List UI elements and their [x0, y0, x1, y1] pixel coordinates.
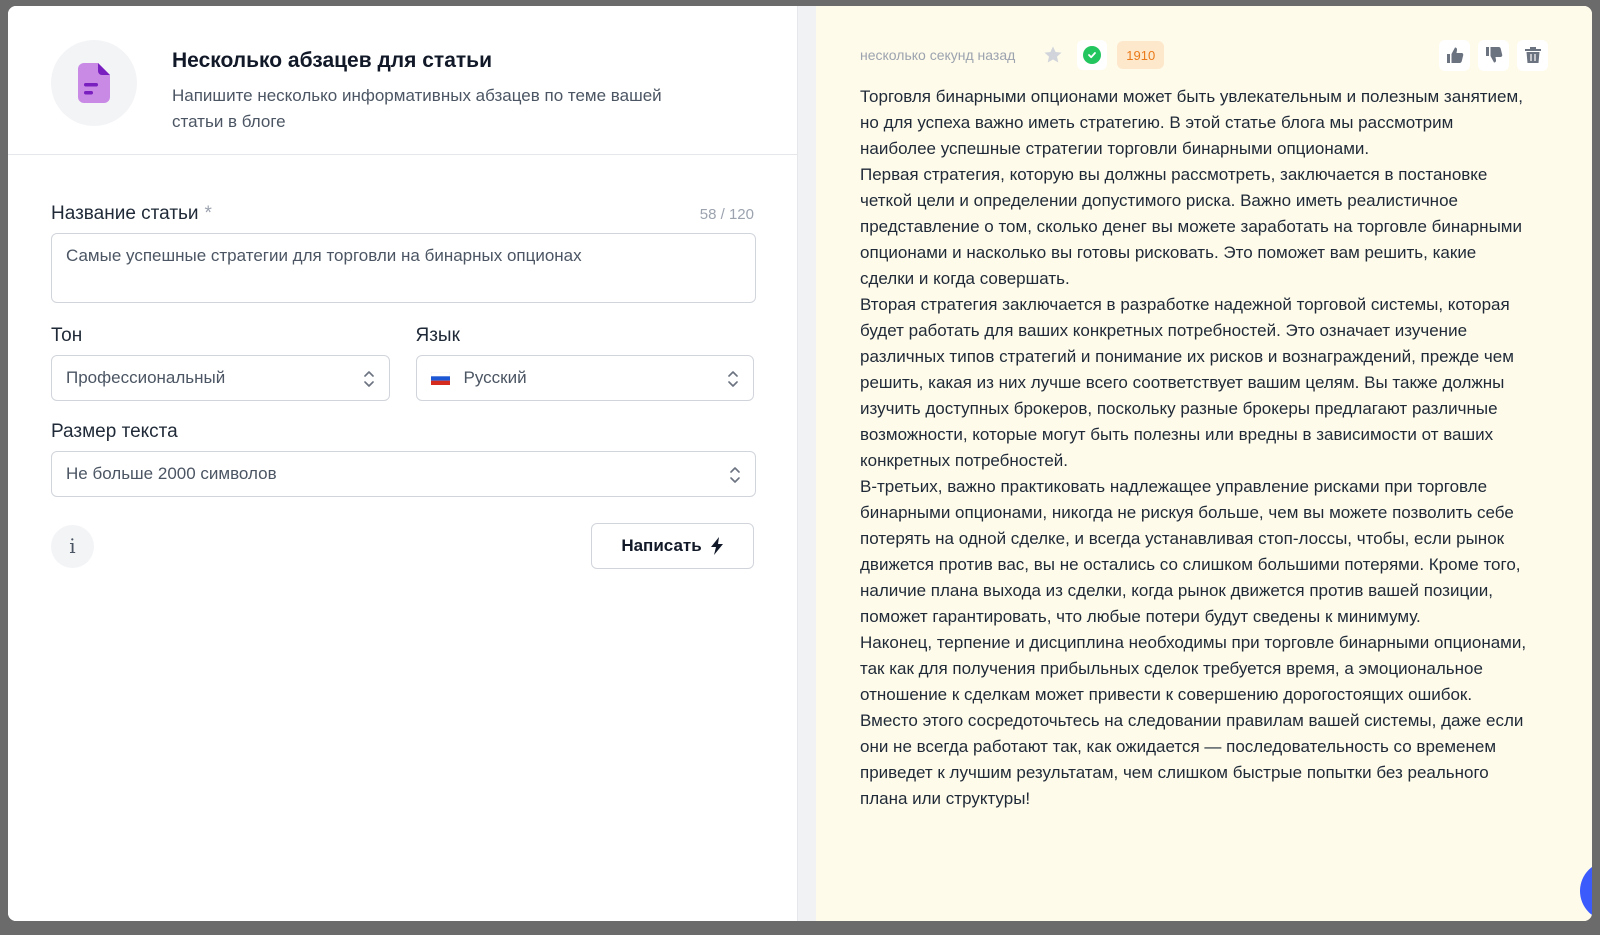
- chevron-updown-icon: [729, 465, 741, 485]
- text-size-label: Размер текста: [51, 421, 178, 442]
- char-count-badge: 1910: [1117, 41, 1164, 69]
- template-subtitle: Напишите несколько информативных абзацев по теме вашей статьи в блоге: [172, 86, 662, 131]
- result-paragraph: Вторая стратегия заключается в разработке надежной торговой системы, которая будет работать для ваших конкретных потребностей. Это означает изучение различных типов стратегий и понимание их рисков и вознаграждений, прежде чем решить, какая из них лучше всего соответствует вашим целям. Вы также должны изучить доступных брокеров, поскольку разные брокеры предлагают различные возможности, которые могут быть полезны или вредны в зависимости от ваших конкретных потребностей.: [860, 295, 1514, 470]
- tone-value: Профессиональный: [66, 368, 226, 387]
- result-paragraph: Торговля бинарными опционами может быть увлекательным и полезным занятием, но для успеха важно иметь стратегию. В этой статье блога мы рассмотрим наиболее успешные стратегии торговли бинарными опционами.: [860, 87, 1523, 158]
- language-label: Язык: [415, 325, 460, 346]
- trash-icon: [1524, 46, 1542, 64]
- result-meta: [860, 40, 1548, 70]
- result-paragraph: Наконец, терпение и дисциплина необходимы при торговле бинарными опционами, так как для получения прибыльных сделок требуется время, а эмоциональное отношение к сделкам может привести к совершению дорогостоящих ошибок. Вместо этого сосредоточьтесь на следовании правилам вашей системы, даже если они не всегда работают так, как ожидается — последовательность со временем приведет к лучшим результатам, чем слишком быстрые попытки без реального плана или структуры!: [860, 633, 1527, 808]
- article-title-input[interactable]: Самые успешные стратегии для торговли на бинарных опционах: [51, 233, 756, 303]
- text-size-value: Не больше 2000 символов: [66, 464, 277, 483]
- required-mark: *: [204, 203, 212, 224]
- write-button[interactable]: [591, 523, 754, 569]
- language-value: Русский: [463, 368, 527, 387]
- star-icon[interactable]: [1043, 45, 1063, 65]
- template-header: [8, 6, 797, 155]
- article-title-label: Название статьи: [51, 203, 199, 224]
- check-circle-icon: [1083, 46, 1101, 64]
- generator-modal: [8, 6, 1592, 921]
- template-title: Несколько абзацев для статьи: [172, 49, 492, 72]
- language-select[interactable]: [416, 355, 755, 401]
- text-size-select[interactable]: [51, 451, 756, 497]
- form-panel: [8, 6, 798, 921]
- russia-flag-icon: [431, 372, 450, 385]
- chevron-updown-icon: [363, 369, 375, 389]
- tone-select[interactable]: [51, 355, 390, 401]
- lightning-icon: [710, 537, 724, 555]
- info-button[interactable]: i: [51, 525, 94, 568]
- generator-form: [8, 155, 797, 569]
- chevron-updown-icon: [727, 369, 739, 389]
- status-check: [1077, 40, 1107, 70]
- result-tools: [1439, 40, 1548, 71]
- char-counter: 58 / 120: [699, 206, 754, 223]
- delete-button[interactable]: [1517, 40, 1548, 71]
- dislike-button[interactable]: [1478, 40, 1509, 71]
- chat-widget-button[interactable]: [1580, 861, 1592, 921]
- write-button-label: Написать: [621, 536, 702, 555]
- result-paragraph: В-третьих, важно практиковать надлежащее управление рисками при торговле бинарными опционами, никогда не рискуя больше, чем вы можете позволить себе потерять на одной сделке, и всегда устанавливая стоп-лоссы, чтобы, если рынок движется против вас, вы не остались со слишком большими потерями. Кроме того, наличие плана выхода из сделки, когда рынок движется против вашей позиции, поможет гарантировать, что любые потери будут сведены к минимуму.: [860, 477, 1521, 626]
- thumbs-up-icon: [1446, 46, 1464, 64]
- generated-text: [860, 84, 1530, 812]
- tone-label: Тон: [51, 325, 83, 346]
- document-icon: [51, 40, 137, 126]
- result-panel: [816, 6, 1592, 921]
- thumbs-down-icon: [1485, 46, 1503, 64]
- result-time: несколько секунд назад: [860, 47, 1016, 63]
- result-paragraph: Первая стратегия, которую вы должны рассмотреть, заключается в постановке четкой цели и определении допустимого риска. Важно иметь реалистичное представление о том, сколько денег вы можете заработать на торговле бинарными опционами и насколько вы готовы рисковать. Это поможет вам решить, какие сделки и когда совершать.: [860, 165, 1522, 288]
- panel-divider: [798, 6, 816, 921]
- like-button[interactable]: [1439, 40, 1470, 71]
